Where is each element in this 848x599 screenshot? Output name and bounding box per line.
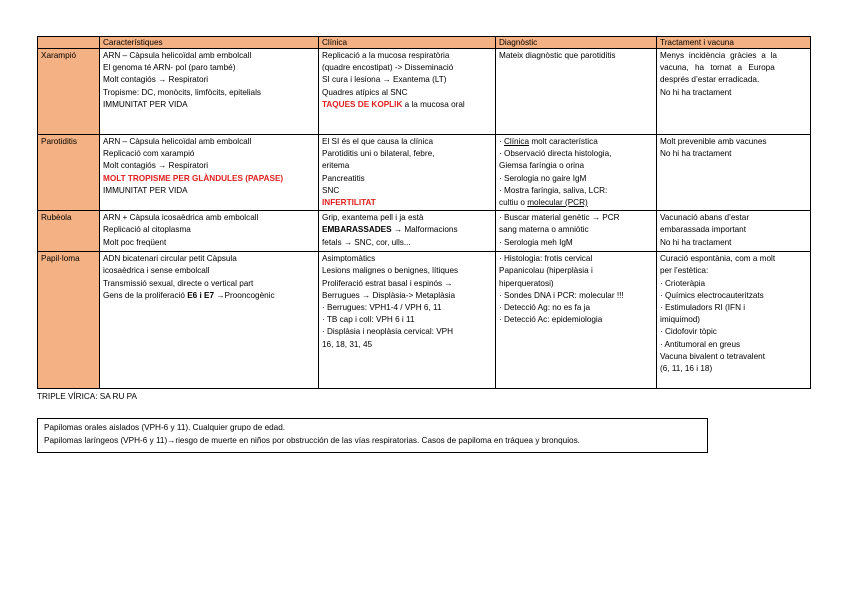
row-name: Rubèola bbox=[38, 211, 100, 252]
text-line: Grip, exantema pell i ja està bbox=[322, 213, 424, 223]
text-line: Lesions malignes o benignes, lítiques bbox=[322, 266, 459, 276]
table-row bbox=[38, 252, 811, 389]
cell-clinica bbox=[319, 135, 496, 211]
text-line: No hi ha tractament bbox=[660, 149, 732, 159]
header-caracteristiques: Característiques bbox=[100, 37, 319, 49]
text-line: Transmissió sexual, directe o vertical part bbox=[103, 278, 254, 288]
text-line: Molt contagiós → Respiratori bbox=[103, 75, 209, 85]
text-fragment: cultiu o bbox=[499, 198, 528, 208]
text-line: · Serologia meh IgM bbox=[499, 237, 573, 247]
text-line: Molt contagiós → Respiratori bbox=[103, 161, 209, 171]
virus-table bbox=[37, 36, 811, 389]
text-line: Replicació com xarampió bbox=[103, 149, 195, 159]
underlined-text: molecular (PCR) bbox=[527, 198, 588, 208]
text-line: ADN bicatenari circular petit Càpsula bbox=[103, 254, 237, 264]
header-tractament: Tractament i vacuna bbox=[657, 37, 811, 49]
text-fragment: a la mucosa oral bbox=[402, 99, 465, 109]
text-fragment: molt característica bbox=[529, 137, 598, 146]
cell-clinica bbox=[319, 252, 496, 389]
text-line: No hi ha tractament bbox=[660, 237, 732, 247]
cell-diagnostic bbox=[496, 211, 657, 252]
text-line: 16, 18, 31, 45 bbox=[322, 339, 373, 349]
table-row bbox=[38, 49, 811, 135]
text-line: · Buscar material genètic → PCR bbox=[499, 213, 620, 223]
text-line: Menys incidència gràcies a la bbox=[660, 51, 777, 60]
text-line: fetals → SNC, cor, ulls... bbox=[322, 237, 411, 247]
text-line: Vacuna bivalent o tetravalent bbox=[660, 351, 765, 361]
table-header-row bbox=[38, 37, 811, 49]
table-row bbox=[38, 135, 811, 211]
header-diagnostic: Diagnòstic bbox=[496, 37, 657, 49]
text-line: ARN – Càpsula helicoïdal amb embolcall bbox=[103, 51, 252, 60]
text-line: IMMUNITAT PER VIDA bbox=[103, 185, 188, 195]
note-line: Papilomas laríngeos (VPH-6 y 11)→riesgo de muerte en niños por obstrucción de las vías respiratorias. Casos de papiloma en tráquea y bronquios. bbox=[44, 435, 580, 445]
infertilitat-highlight: INFERTILITAT bbox=[322, 198, 376, 208]
cell-clinica bbox=[319, 211, 496, 252]
text-line: IMMUNITAT PER VIDA bbox=[103, 99, 188, 109]
row-name: Parotiditis bbox=[38, 135, 100, 211]
text-line: Replicació al citoplasma bbox=[103, 225, 191, 235]
text-line: · Mostra faríngia, saliva, LCR: bbox=[499, 185, 608, 195]
text-line: Vacunació abans d’estar bbox=[660, 213, 750, 223]
text-fragment: → Malformacions bbox=[391, 225, 458, 235]
text-line: per l’estètica: bbox=[660, 266, 709, 276]
text-line bbox=[103, 290, 315, 302]
text-line: embarassada important bbox=[660, 225, 747, 235]
text-line: ARN + Càpsula icosaèdrica amb embolcall bbox=[103, 213, 259, 223]
text-line bbox=[322, 99, 492, 111]
text-line: · Serologia no gaire IgM bbox=[499, 173, 587, 183]
e6-e7-bold: E6 i E7 bbox=[187, 290, 215, 300]
text-line: No hi ha tractament bbox=[660, 87, 732, 97]
cell-tractament bbox=[657, 135, 811, 211]
note-line: Papilomas orales aislados (VPH-6 y 11). Cualquier grupo de edad. bbox=[44, 423, 286, 432]
cell-tractament bbox=[657, 252, 811, 389]
text-line: Replicació a la mucosa respiratòria bbox=[322, 51, 450, 60]
text-line: Quadres atípics al SNC bbox=[322, 87, 408, 97]
text-line: · Sondes DNA i PCR: molecular !!! bbox=[499, 290, 624, 300]
cell-clinica bbox=[319, 49, 496, 135]
cell-caracteristiques bbox=[100, 49, 319, 135]
cell-tractament bbox=[657, 211, 811, 252]
cell-caracteristiques bbox=[100, 211, 319, 252]
text-line: El SI és el que causa la clínica bbox=[322, 137, 434, 146]
text-line: · Cidofovir tòpic bbox=[660, 327, 717, 337]
embarassades-bold: EMBARASSADES bbox=[322, 225, 392, 235]
text-line: hiperqueratosi) bbox=[499, 278, 554, 288]
koplik-highlight: TAQUES DE KOPLIK bbox=[322, 99, 403, 109]
text-line: Pancreatitis bbox=[322, 173, 365, 183]
text-line: després d’estar erradicada. bbox=[660, 75, 760, 85]
text-line: ARN – Càpsula helicoïdal amb embolcall bbox=[103, 137, 252, 146]
text-line: · Detecció Ac: epidemiologia bbox=[499, 315, 603, 325]
text-line: icosaèdrica i sense embolcall bbox=[103, 266, 210, 276]
text-line: · Observació directa histologia, bbox=[499, 149, 612, 159]
text-line: (6, 11, 16 i 18) bbox=[660, 364, 713, 374]
text-line: Asimptomàtics bbox=[322, 254, 376, 264]
text-line: · TB cap i coll: VPH 6 i 11 bbox=[322, 315, 415, 325]
cell-diagnostic bbox=[496, 49, 657, 135]
cell-diagnostic bbox=[496, 135, 657, 211]
text-fragment: Gens de la proliferació bbox=[103, 290, 188, 300]
text-line: imiquimod) bbox=[660, 315, 701, 325]
text-line: Papanicolau (hiperplàsia i bbox=[499, 266, 593, 276]
text-line: Parotiditis uni o bilateral, febre, bbox=[322, 149, 435, 159]
cell-caracteristiques bbox=[100, 135, 319, 211]
row-name: Xarampió bbox=[38, 49, 100, 135]
tropisme-highlight: MOLT TROPISME PER GLÀNDULES (PAPASE) bbox=[103, 173, 284, 183]
text-line: Molt poc freqüent bbox=[103, 237, 167, 247]
papilloma-note-box bbox=[37, 418, 708, 453]
header-clinica: Clínica bbox=[319, 37, 496, 49]
cell-caracteristiques bbox=[100, 252, 319, 389]
text-line: eritema bbox=[322, 161, 350, 171]
text-line: · Estimuladors RI (IFN i bbox=[660, 303, 746, 313]
text-line: · Displàsia i neoplàsia cervical: VPH bbox=[322, 327, 454, 337]
text-line bbox=[499, 197, 653, 209]
text-line: Curació espontània, com a molt bbox=[660, 254, 776, 264]
text-line: · Crioteràpia bbox=[660, 278, 706, 288]
text-line bbox=[322, 224, 492, 236]
text-line: Proliferació estrat basal i espinós → bbox=[322, 278, 453, 288]
header-empty bbox=[38, 37, 100, 49]
text-line: vacuna, ha tornat a Europa bbox=[660, 63, 775, 73]
text-line: (quadre encostipat) -> Disseminació bbox=[322, 63, 454, 73]
text-line: · Histologia: frotis cervical bbox=[499, 254, 593, 264]
text-line: · Detecció Ag: no es fa ja bbox=[499, 303, 591, 313]
text-fragment: →Prooncogènic bbox=[214, 290, 275, 300]
cell-diagnostic bbox=[496, 252, 657, 389]
text-line: Giemsa faríngia o orina bbox=[499, 161, 585, 171]
text-line: El genoma té ARN- pol (paro també) bbox=[103, 63, 236, 73]
text-line: SI cura i lesiona → Exantema (LT) bbox=[322, 75, 447, 85]
cell-tractament bbox=[657, 49, 811, 135]
text-line: Molt prevenible amb vacunes bbox=[660, 137, 767, 146]
text-line: · Clínica molt característica bbox=[499, 137, 598, 146]
text-line: Tropisme: DC, monòcits, limfòcits, epitelials bbox=[103, 87, 262, 97]
text-line: · Químics electrocauteritzats bbox=[660, 290, 764, 300]
underlined-text: Clínica bbox=[504, 137, 530, 146]
text-line: sang materna o amniòtic bbox=[499, 225, 589, 235]
row-name: Papil·loma bbox=[38, 252, 100, 389]
text-line: Mateix diagnòstic que parotiditis bbox=[499, 51, 616, 60]
text-line: · Berrugues: VPH1-4 / VPH 6, 11 bbox=[322, 303, 442, 313]
table-row bbox=[38, 211, 811, 252]
triple-virica-note: TRIPLE VÍRICA: SA RU PA bbox=[37, 392, 137, 401]
text-line: SNC bbox=[322, 185, 340, 195]
text-line: · Antitumoral en greus bbox=[660, 339, 741, 349]
text-line: Berrugues → Displàsia-> Metaplàsia bbox=[322, 290, 456, 300]
